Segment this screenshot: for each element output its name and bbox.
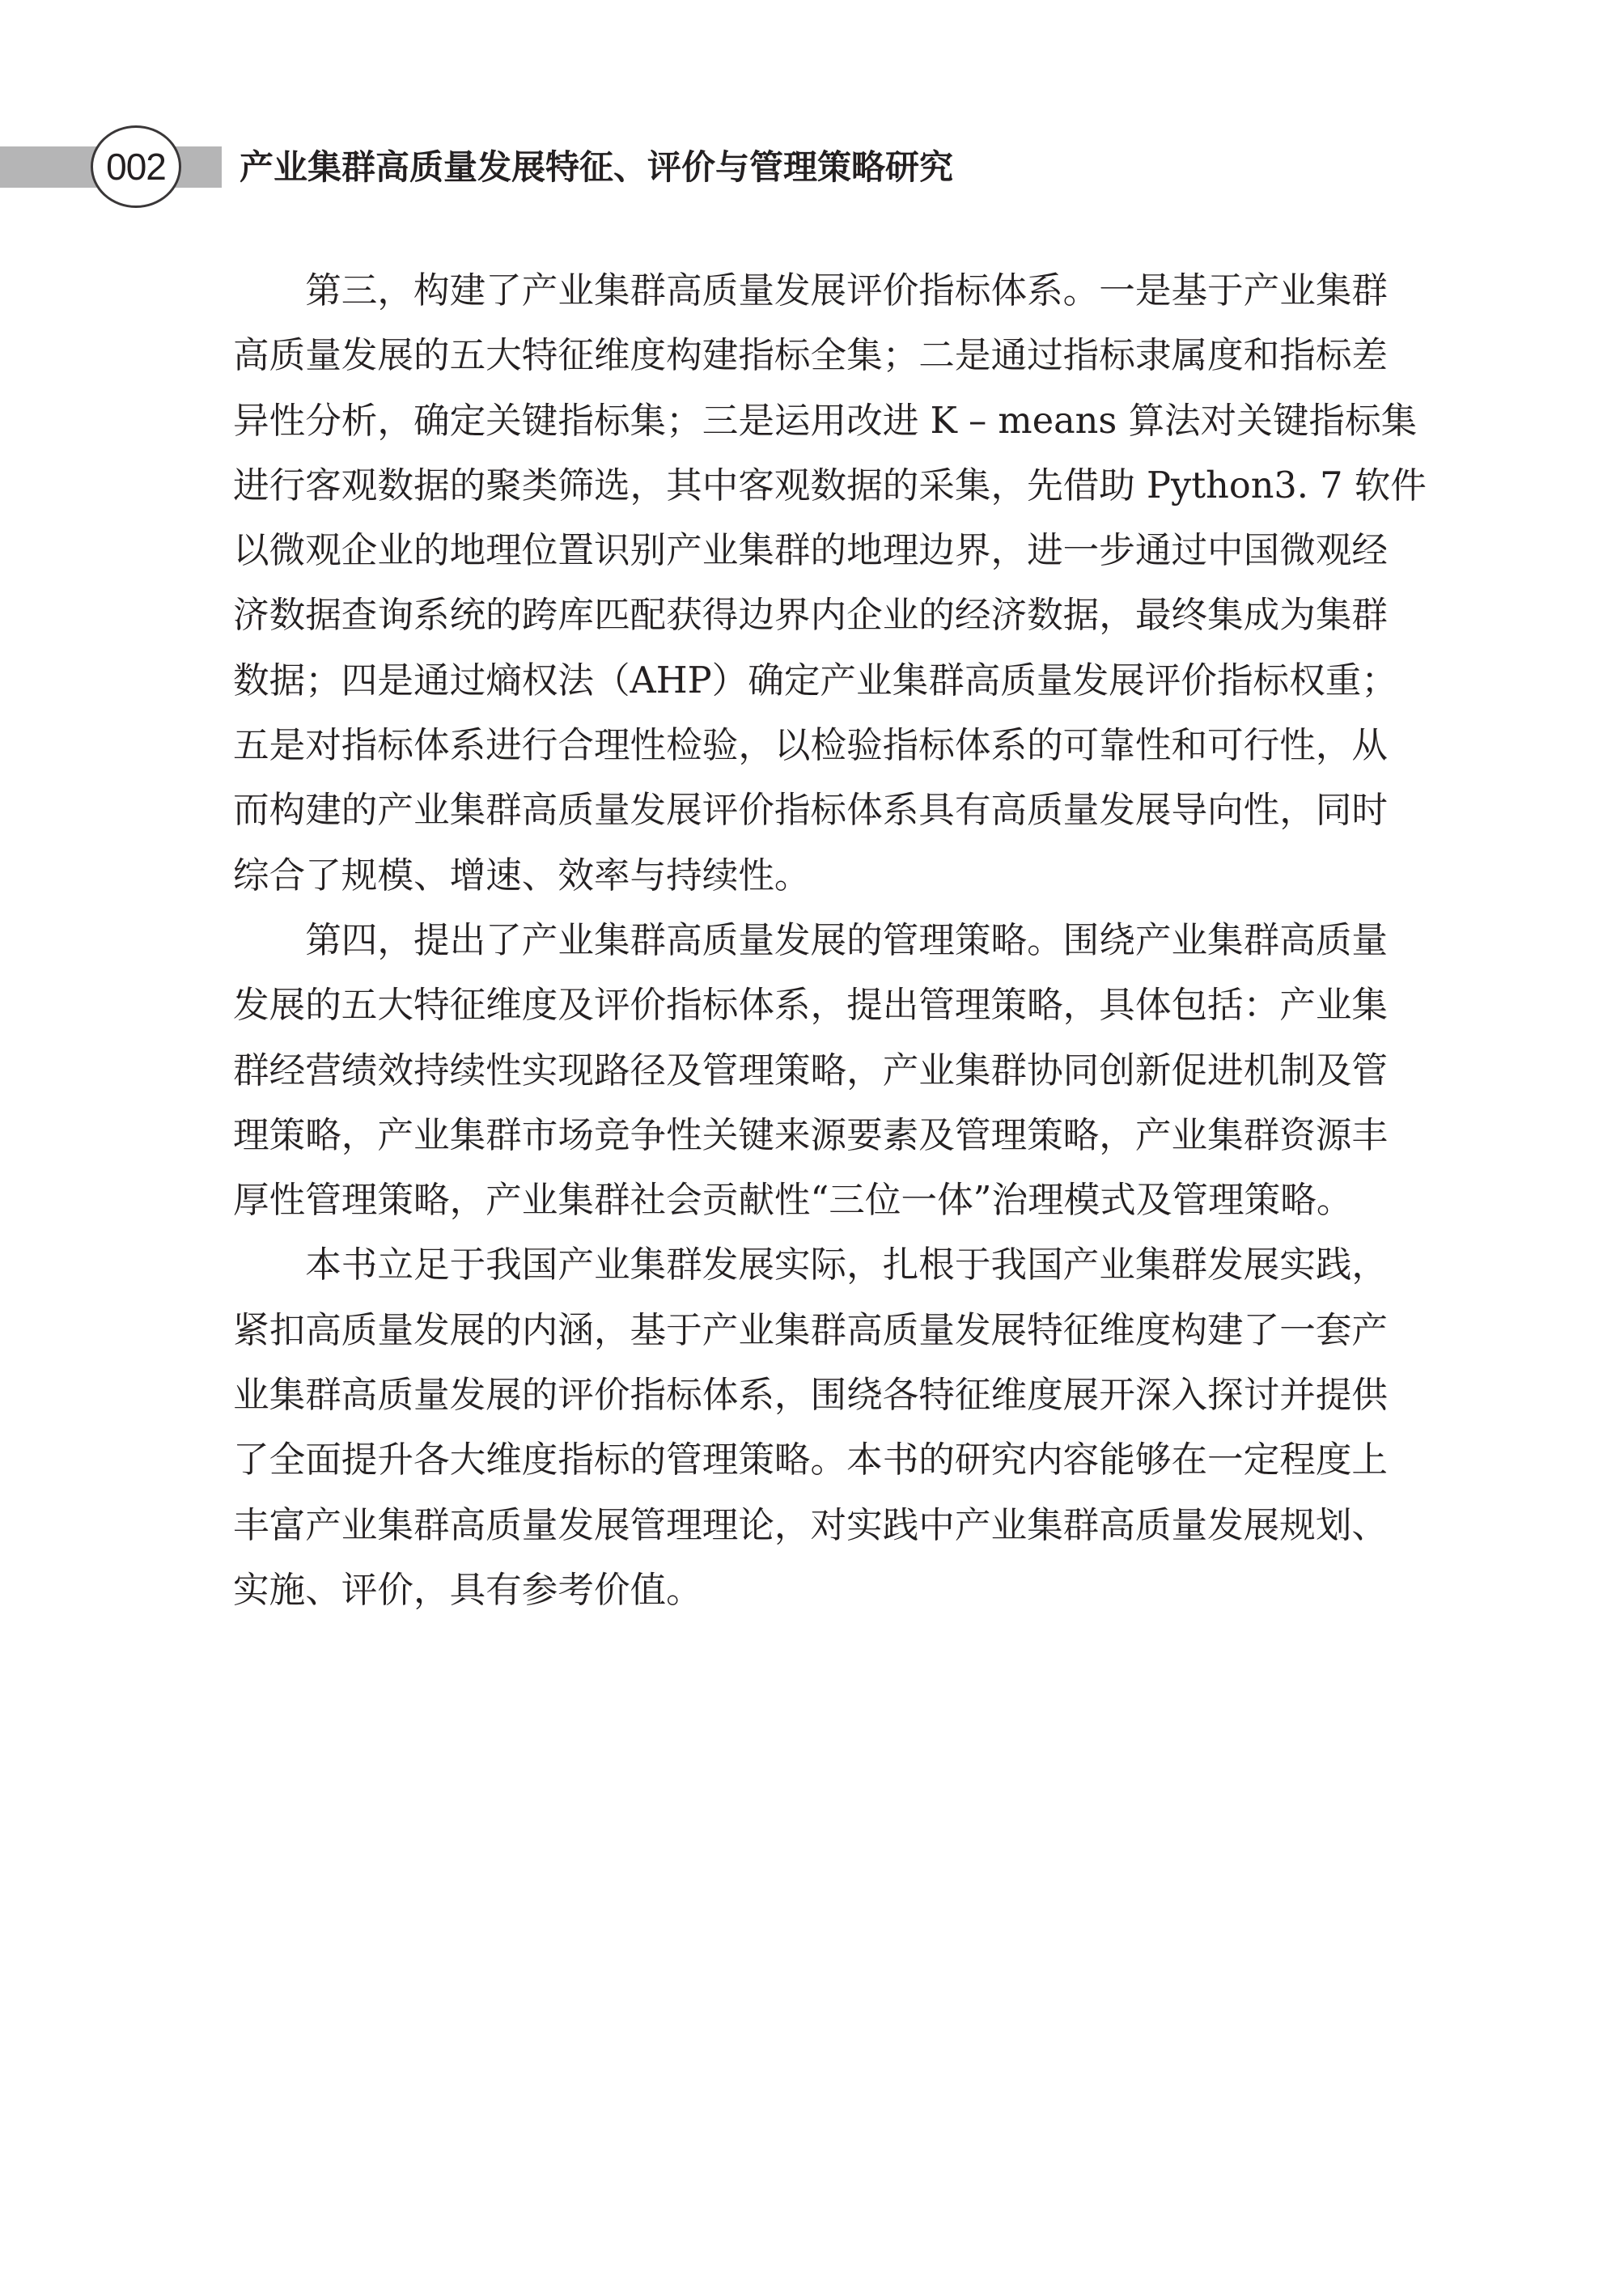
text-line: 济数据查询系统的跨库匹配获得边界内企业的经济数据，最终集成为集群 <box>233 594 1389 637</box>
text-line: 第四，提出了产业集群高质量发展的管理策略。围绕产业集群高质量 <box>305 918 1389 961</box>
text-line: 业集群高质量发展的评价指标体系，围绕各特征维度展开深入探讨并提供 <box>233 1374 1389 1417</box>
paragraph-2 <box>233 908 1388 1232</box>
text-line: 群经营绩效持续性实现路径及管理策略，产业集群协同创新促进机制及管 <box>233 1049 1389 1091</box>
text-line: 五是对指标体系进行合理性检验，以检验指标体系的可靠性和可行性，从 <box>233 724 1389 767</box>
text-line: 实施、评价，具有参考价值。 <box>233 1568 702 1611</box>
text-line: 第三，构建了产业集群高质量发展评价指标体系。一是基于产业集群 <box>305 269 1389 312</box>
paragraph-1 <box>233 258 1427 908</box>
text-line: 紧扣高质量发展的内涵，基于产业集群高质量发展特征维度构建了一套产 <box>233 1308 1389 1351</box>
text-line: 以微观企业的地理位置识别产业集群的地理边界，进一步通过中国微观经 <box>233 529 1389 572</box>
text-line: 数据；四是通过熵权法（AHP）确定产业集群高质量发展评价指标权重； <box>233 659 1397 701</box>
text-line: 异性分析，确定关键指标集；三是运用改进 K – means 算法对关键指标集 <box>233 399 1418 442</box>
text-line: 高质量发展的五大特征维度构建指标全集；二是通过指标隶属度和指标差 <box>233 334 1389 377</box>
text-line: 本书立足于我国产业集群发展实际，扎根于我国产业集群发展实践， <box>305 1244 1389 1286</box>
text-line: 理策略，产业集群市场竞争性关键来源要素及管理策略，产业集群资源丰 <box>233 1113 1389 1156</box>
text-line: 发展的五大特征维度及评价指标体系，提出管理策略，具体包括：产业集 <box>233 984 1389 1027</box>
paragraph-3 <box>233 1232 1388 1622</box>
text-line: 了全面提升各大维度指标的管理策略。本书的研究内容能够在一定程度上 <box>233 1439 1389 1481</box>
running-title: 产业集群高质量发展特征、评价与管理策略研究 <box>240 147 954 187</box>
text-line: 厚性管理策略，产业集群社会贡献性“三位一体”治理模式及管理策略。 <box>233 1179 1353 1222</box>
text-line: 进行客观数据的聚类筛选，其中客观数据的采集，先借助 Python3. 7 软件 <box>233 464 1427 506</box>
text-line: 而构建的产业集群高质量发展评价指标体系具有高质量发展导向性，同时 <box>233 789 1389 832</box>
page-number: 002 <box>106 146 166 188</box>
body-text <box>233 258 1427 1622</box>
text-line: 综合了规模、增速、效率与持续性。 <box>233 854 811 896</box>
page-number-badge <box>91 125 181 208</box>
text-line: 丰富产业集群高质量发展管理理论，对实践中产业集群高质量发展规划、 <box>233 1503 1389 1546</box>
